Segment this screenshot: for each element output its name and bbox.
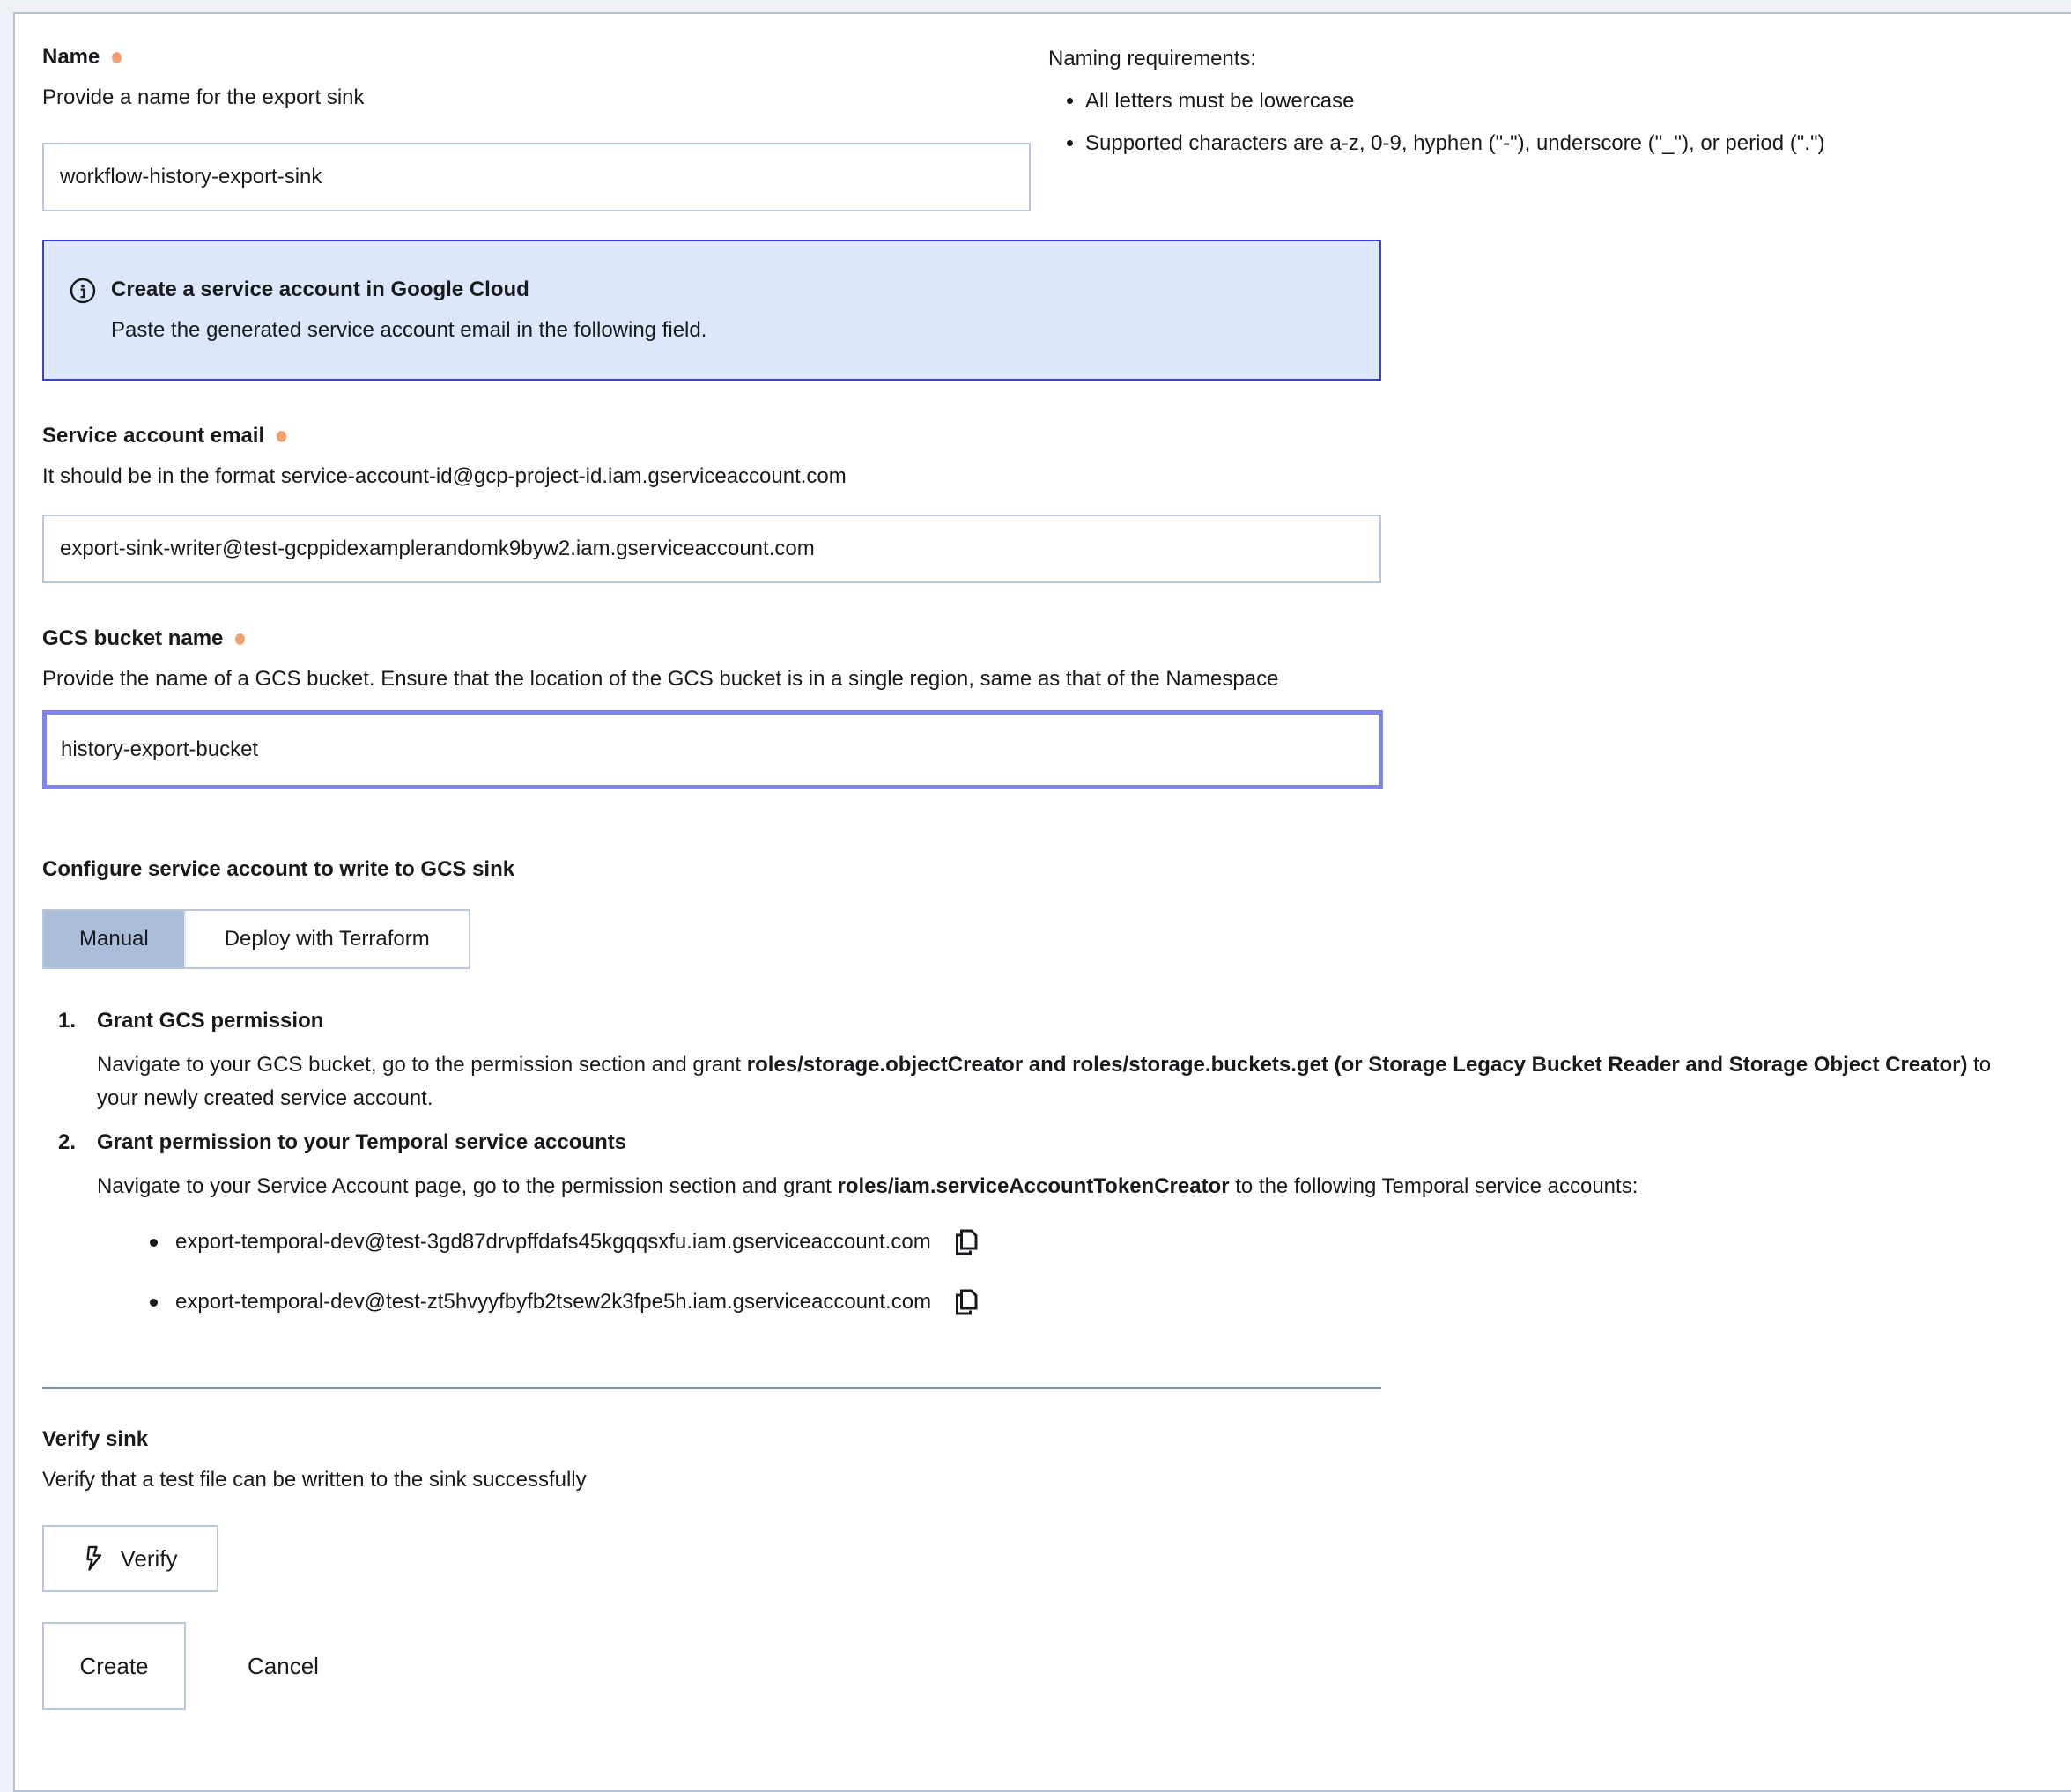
step-title-row — [58, 1128, 2018, 1158]
info-box-title: Create a service account in Google Cloud — [111, 278, 529, 301]
form-content — [15, 14, 2071, 1710]
required-dot — [277, 431, 286, 442]
temporal-service-accounts-list — [150, 1225, 2018, 1320]
service-account-label-row — [42, 421, 2018, 451]
service-account-label: Service account email — [42, 424, 265, 448]
service-account-email-input[interactable] — [42, 515, 1381, 583]
gcs-bucket-label-row — [42, 624, 2018, 654]
gcs-bucket-label: GCS bucket name — [42, 626, 224, 650]
gcs-bucket-description: Provide the name of a GCS bucket. Ensure that the location of the GCS bucket is in a single region, same as that of the Namespace — [42, 667, 1279, 691]
section-divider — [42, 1387, 1381, 1389]
service-account-info-box — [42, 240, 1381, 381]
verify-sink-title: Verify sink — [42, 1427, 149, 1451]
form-actions — [42, 1622, 2018, 1710]
required-dot — [235, 633, 245, 645]
manual-steps — [58, 1006, 2018, 1320]
verify-button[interactable] — [42, 1525, 218, 1592]
info-icon — [69, 275, 97, 345]
step-title-row — [58, 1006, 2018, 1036]
name-input[interactable] — [42, 143, 1031, 211]
lightning-icon — [83, 1544, 106, 1573]
name-header-row — [42, 42, 2018, 211]
info-box-body: Paste the generated service account email in the following field. — [111, 318, 707, 342]
tab-manual[interactable]: Manual — [44, 911, 184, 967]
name-label: Name — [42, 45, 100, 69]
naming-requirement-item: • All letters must be lowercase — [1085, 86, 2018, 116]
temporal-service-account-email: export-temporal-dev@test-zt5hvyyfbyfb2tsew2k3fpe5h.iam.gserviceaccount.com — [175, 1290, 932, 1314]
naming-requirements — [1048, 42, 2018, 211]
step-body: Navigate to your GCS bucket, go to the permission section and grant roles/storage.objectCreator and roles/storage.buckets.get (or Storage Legacy Bucket Reader and Storage Object Creator) to your newly created service account. — [97, 1053, 1992, 1110]
step-body: Navigate to your Service Account page, go to the permission section and grant roles/iam.serviceAccountTokenCreator to the following Temporal service accounts: — [97, 1174, 1638, 1198]
verify-sink-description: Verify that a test file can be written to the sink successfully — [42, 1468, 587, 1492]
copy-icon[interactable] — [950, 1285, 982, 1320]
step-number: 2. — [58, 1130, 77, 1154]
info-box-text — [111, 275, 706, 345]
name-description: Provide a name for the export sink — [42, 85, 365, 109]
list-item — [150, 1285, 2018, 1320]
configure-tabs — [42, 909, 470, 969]
tab-deploy-with-terraform[interactable]: Deploy with Terraform — [184, 911, 469, 967]
step-number: 1. — [58, 1009, 77, 1033]
step-grant-temporal-permission — [58, 1128, 2018, 1320]
verify-button-label: Verify — [120, 1544, 178, 1572]
copy-icon[interactable] — [950, 1225, 982, 1260]
service-account-description: It should be in the format service-account-id@gcp-project-id.iam.gserviceaccount.com — [42, 464, 847, 488]
step-title: Grant permission to your Temporal service accounts — [97, 1130, 627, 1154]
temporal-service-account-email: export-temporal-dev@test-3gd87drvpffdafs45kgqqsxfu.iam.gserviceaccount.com — [175, 1230, 931, 1254]
list-item — [150, 1225, 2018, 1260]
create-button[interactable]: Create — [42, 1622, 186, 1710]
name-label-row — [42, 42, 1048, 72]
export-sink-form-panel — [13, 12, 2071, 1792]
gcs-bucket-name-input[interactable] — [42, 710, 1383, 789]
step-grant-gcs-permission — [58, 1006, 2018, 1115]
step-title: Grant GCS permission — [97, 1009, 324, 1033]
name-field-block — [42, 42, 1048, 211]
naming-requirement-item: • Supported characters are a-z, 0-9, hyphen ("-"), underscore ("_"), or period (".") — [1085, 129, 2018, 159]
bullet-dot — [150, 1299, 158, 1307]
naming-requirements-title: Naming requirements: — [1048, 47, 1257, 70]
configure-section-title: Configure service account to write to GCS sink — [42, 857, 515, 881]
cancel-button[interactable]: Cancel — [248, 1622, 319, 1710]
required-dot — [112, 52, 122, 63]
naming-requirements-list — [1048, 86, 2018, 159]
bullet-dot — [150, 1239, 158, 1247]
